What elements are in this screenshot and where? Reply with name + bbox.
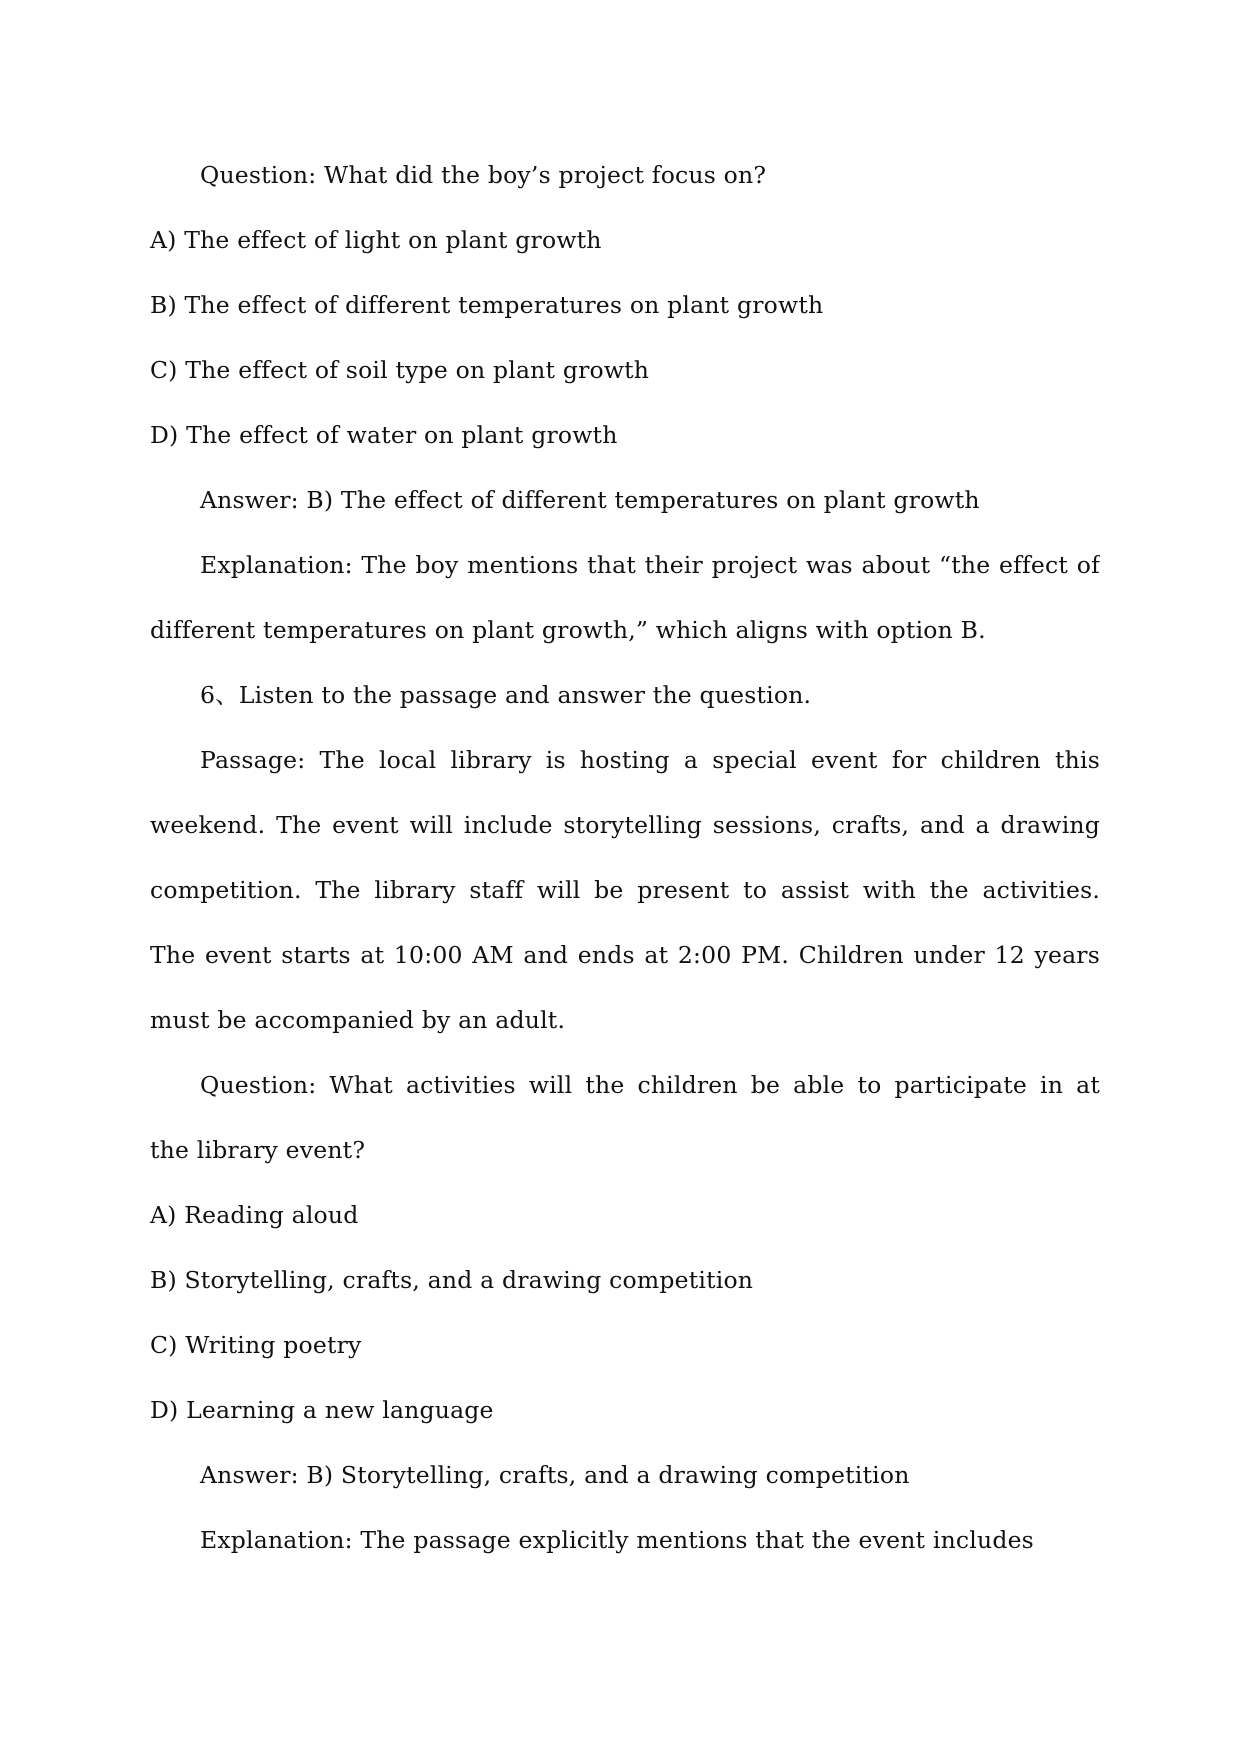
question-line-2: the library event? [150, 1136, 366, 1164]
option-a: A) The effect of light on plant growth [150, 226, 602, 254]
answer-text: Answer: B) The effect of different temperatures on plant growth [200, 486, 980, 514]
passage-line-2: weekend. The event will include storytelling sessions, crafts, and a drawing [150, 811, 1100, 839]
item-6-instruction: 6、Listen to the passage and answer the question. [200, 681, 812, 709]
passage-line-3: competition. The library staff will be present to assist with the activities. [150, 876, 1100, 904]
item-6-option-a: A) Reading aloud [150, 1201, 359, 1229]
question-line-1: Question: What activities will the children be able to participate in at [200, 1071, 1100, 1099]
document-page [150, 143, 1100, 1573]
option-d: D) The effect of water on plant growth [150, 421, 618, 449]
option-b: B) The effect of different temperatures on plant growth [150, 291, 824, 319]
item-6-option-c: C) Writing poetry [150, 1331, 362, 1359]
option-c: C) The effect of soil type on plant growth [150, 356, 650, 384]
explanation-line-2: different temperatures on plant growth,” which aligns with option B. [150, 616, 986, 644]
item-6-option-b: B) Storytelling, crafts, and a drawing competition [150, 1266, 754, 1294]
passage-line-4: The event starts at 10:00 AM and ends at 2:00 PM. Children under 12 years [150, 941, 1100, 969]
explanation-line-1: Explanation: The boy mentions that their project was about “the effect of [200, 551, 1100, 579]
passage-line-1: Passage: The local library is hosting a special event for children this [200, 746, 1100, 774]
item-6-option-d: D) Learning a new language [150, 1396, 494, 1424]
item-6-explanation: Explanation: The passage explicitly mentions that the event includes [200, 1526, 1034, 1554]
question-text: Question: What did the boy’s project focus on? [200, 161, 767, 189]
passage-line-5: must be accompanied by an adult. [150, 1006, 566, 1034]
item-6-answer: Answer: B) Storytelling, crafts, and a drawing competition [200, 1461, 910, 1489]
